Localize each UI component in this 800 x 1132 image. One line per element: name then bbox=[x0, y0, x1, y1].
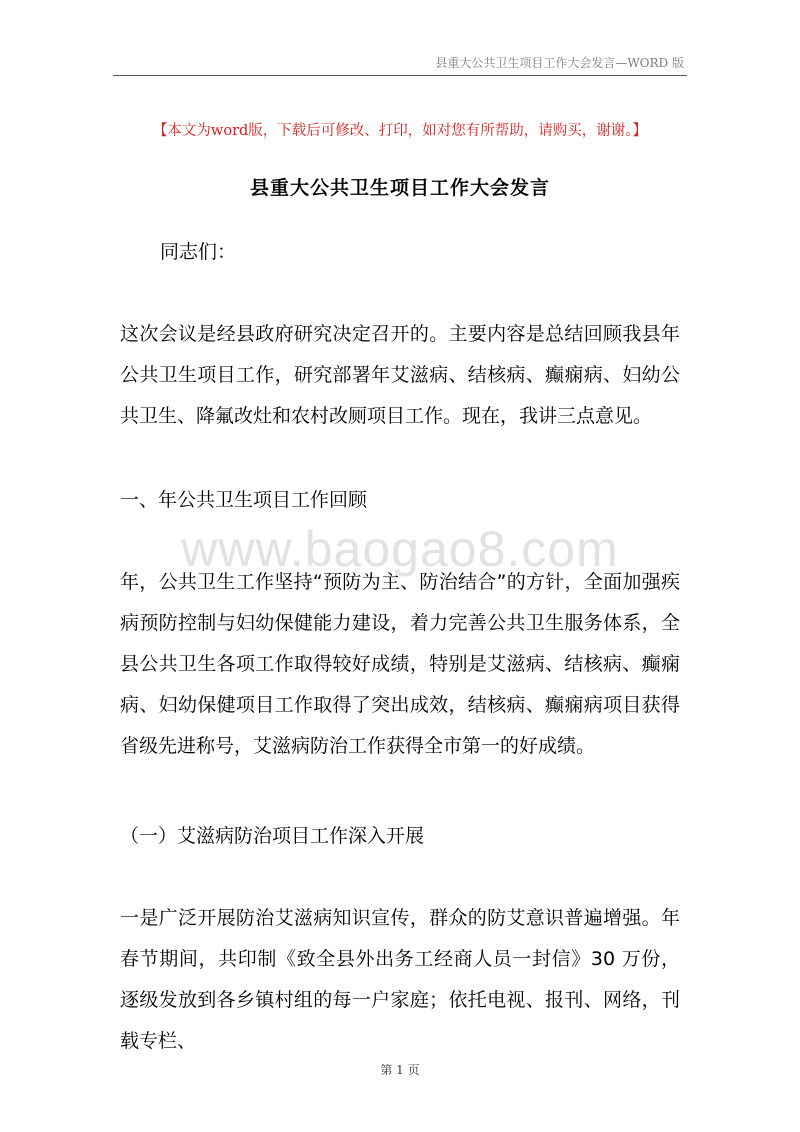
section-heading-review: 一、年公共卫生项目工作回顾 bbox=[120, 489, 368, 511]
paragraph-review: 年，公共卫生工作坚持“预防为主、防治结合”的方针，全面加强疾病预防控制与妇幼保健能力建设，着力完善公共卫生服务体系，全县公共卫生各项工作取得较好成绩，特别是艾滋病、结核病、癫痫病、妇幼保健项目工作取得了突出成效，结核病、癫痫病项目获得省级先进称号，艾滋病防治工作获得全市第一的好成绩。 bbox=[120, 571, 680, 757]
paragraph-intro: 这次会议是经县政府研究决定召开的。主要内容是总结回顾我县年公共卫生项目工作，研究部署年艾滋病、结核病、癫痫病、妇幼公共卫生、降氟改灶和农村改厕项目工作。现在，我讲三点意见。 bbox=[120, 323, 680, 427]
document-title: 县重大公共卫生项目工作大会发言 bbox=[249, 177, 550, 199]
page-number: 第 1 页 bbox=[380, 1063, 420, 1077]
header-divider bbox=[113, 75, 687, 76]
subsection-heading-aids: （一）艾滋病防治项目工作深入开展 bbox=[120, 825, 425, 847]
watermark: www.baogao8.com bbox=[181, 521, 619, 577]
paragraph-point-one: 一是广泛开展防治艾滋病知识宣传，群众的防艾意识普遍增强。年春节期间，共印制《致全县外出务工经商人员一封信》30 万份，逐级发放到各乡镇村组的每一户家庭；依托电视、报刊、网络，刊载专栏、 bbox=[120, 907, 680, 1052]
running-header: 县重大公共卫生项目工作大会发言—WORD 版 bbox=[435, 56, 684, 70]
purchase-notice: 【本文为word版，下载后可修改、打印，如对您有所帮助，请购买，谢谢。】 bbox=[152, 123, 648, 139]
salutation: 同志们： bbox=[160, 241, 237, 263]
